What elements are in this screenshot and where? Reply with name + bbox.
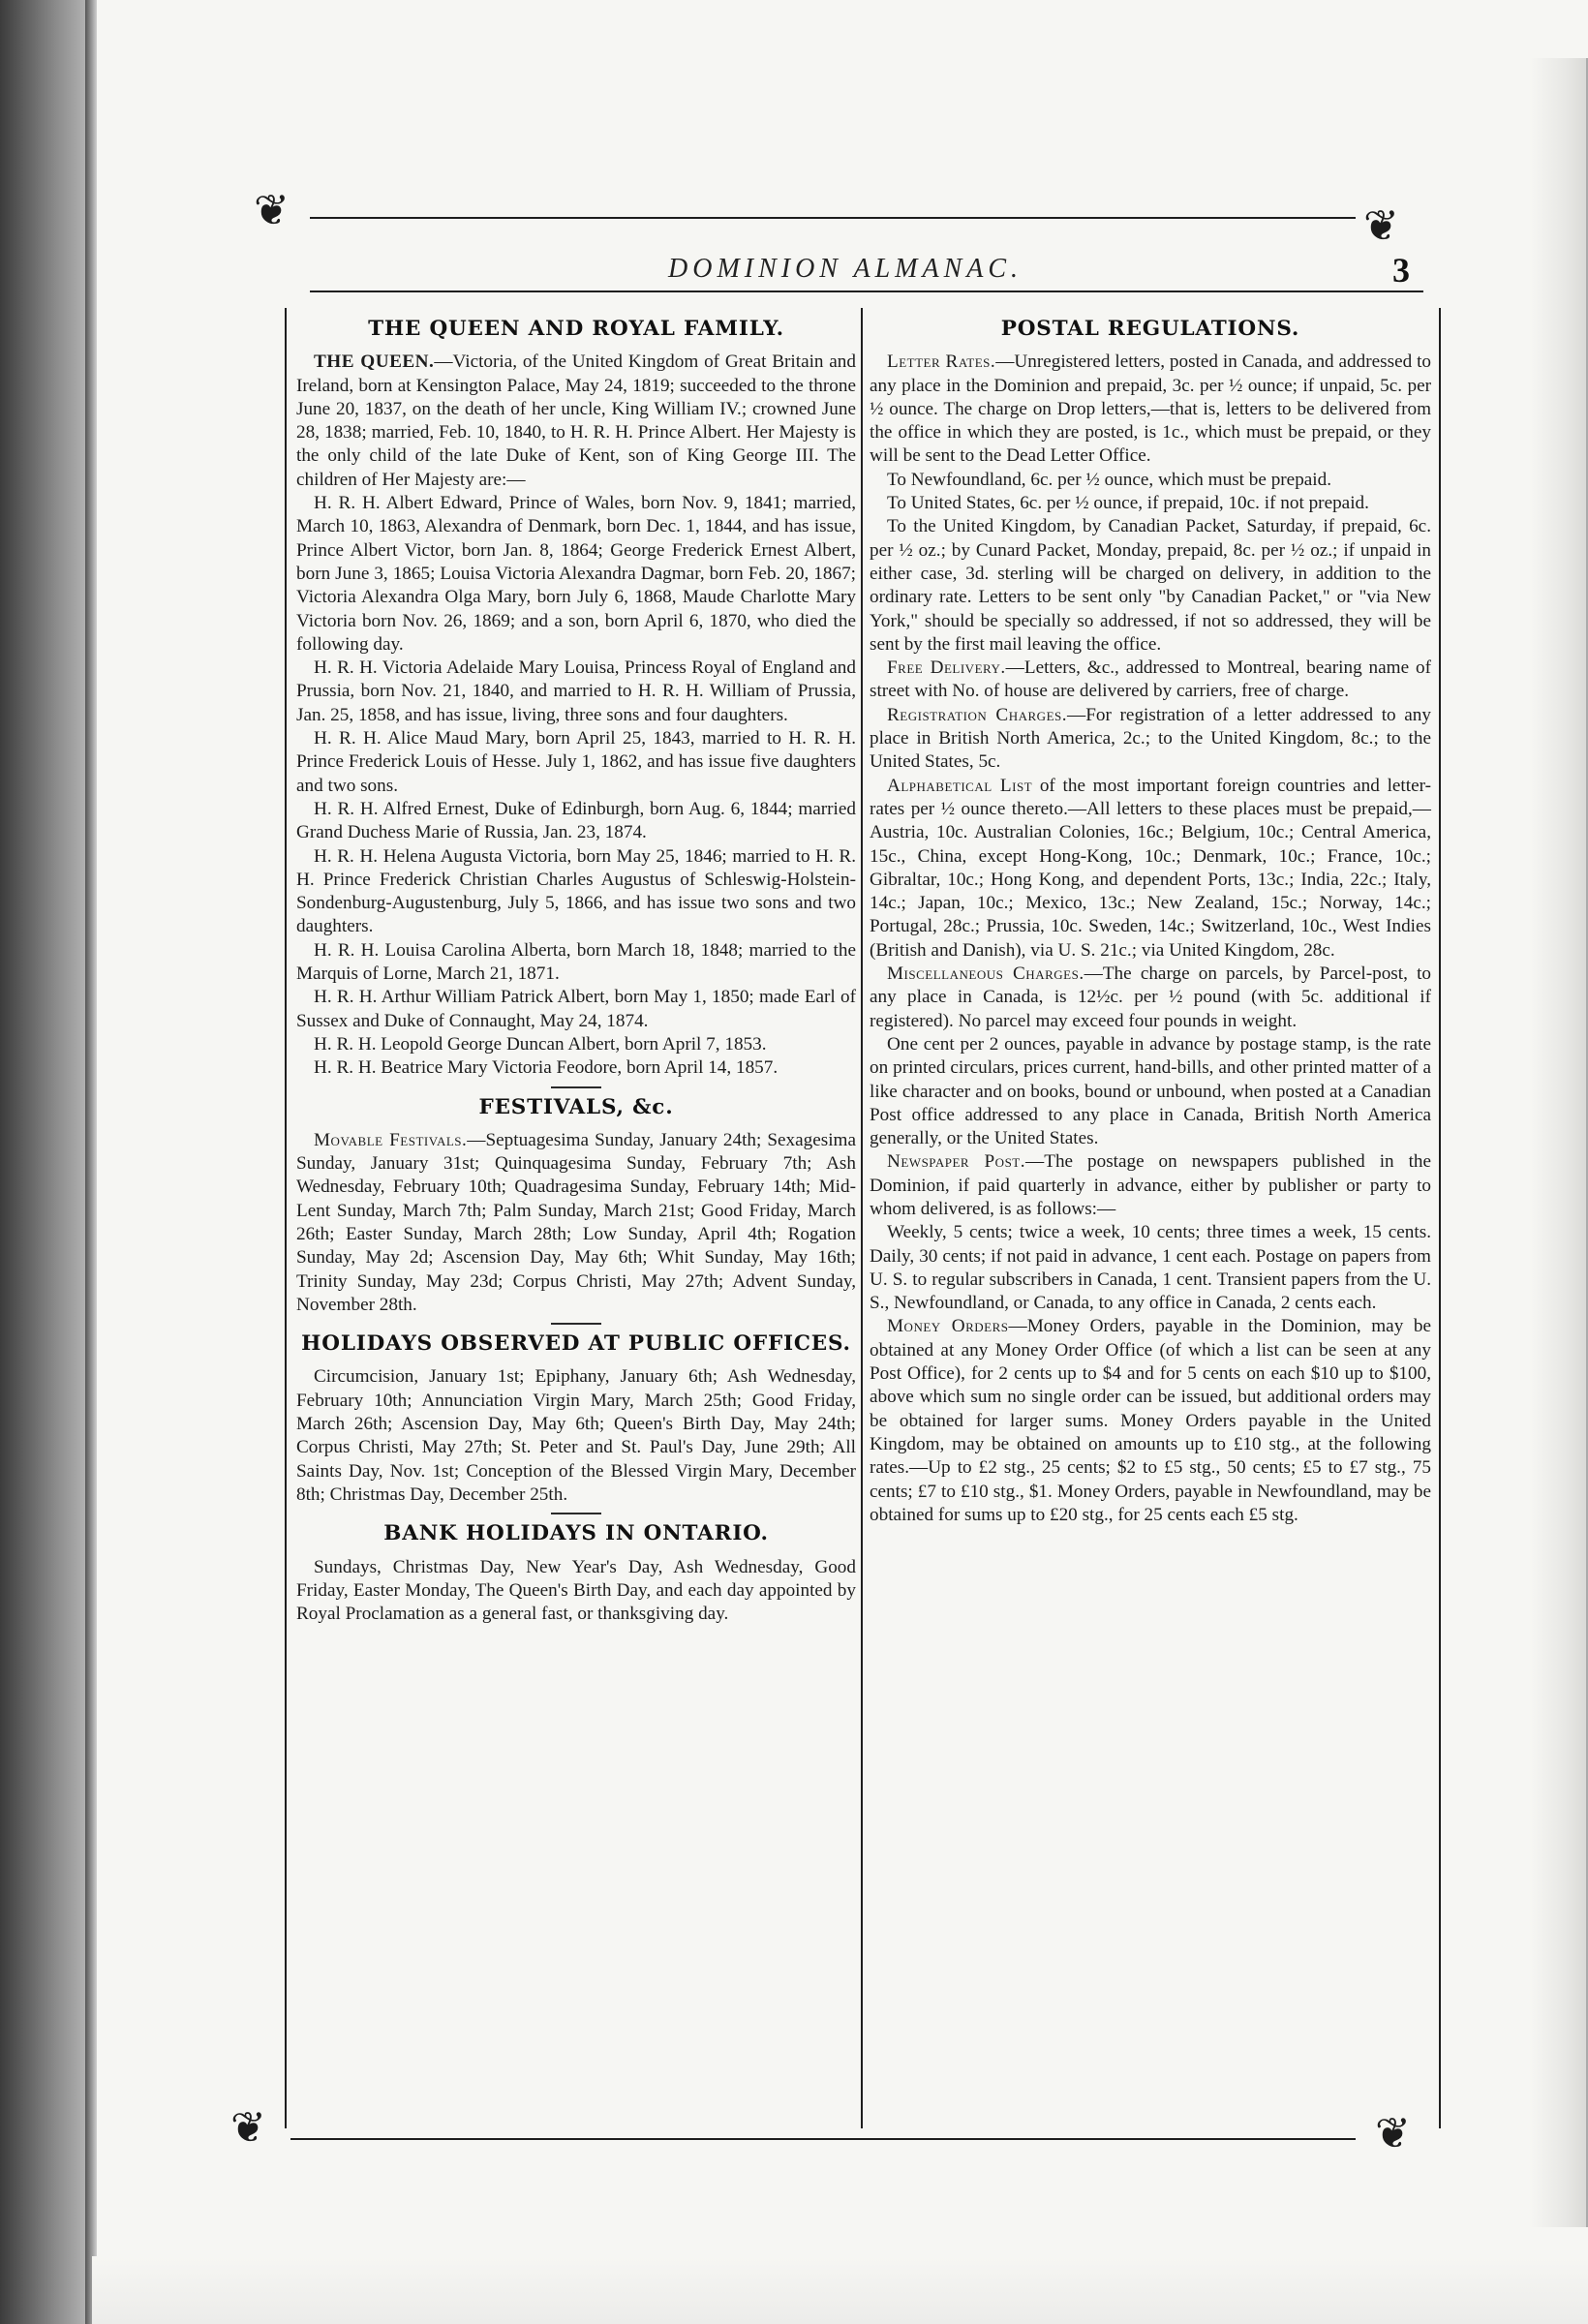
bank-holidays-heading: BANK HOLIDAYS IN ONTARIO. (383, 1521, 769, 1546)
page-edge-shadow (85, 0, 97, 2324)
corner-ornament-bottom-right: ❦ (1375, 2110, 1411, 2157)
section-divider (551, 1323, 601, 1325)
paragraph-lead: Registration Charges. (887, 704, 1068, 725)
paragraph-text: H. R. H. Louisa Carolina Alberta, born March 18, 1848; married to the Marquis of Lorne, March 21, 1871. (296, 939, 856, 985)
paragraph (870, 1033, 1431, 1150)
paragraph-text: Sundays, Christmas Day, New Year's Day, Ash Wednesday, Good Friday, Easter Monday, The Queen's Birth Day, and each day appointed by Royal Proclamation as a general fast, or thanksgiving day. (296, 1556, 856, 1625)
paragraph (296, 657, 856, 727)
paragraph-lead: Movable Festivals. (314, 1129, 468, 1150)
paragraph-text: —Septuagesima Sunday, January 24th; Sexagesima Sunday, January 31st; Quinquagesima Sunday, February 7th; Ash Wednesday, February 10th; Quadragesima Sunday, February 14th; Mid-Lent Sunday, March 7th; Palm Sunday, March 21st; Good Friday, March 26th; Easter Sunday, March 28th; Low Sunday, April 4th; Rogation Sunday, May 2d; Ascension Day, May 6th; Whit Sunday, May 16th; Trinity Sunday, May 23d; Corpus Christi, May 27th; Advent Sunday, November 28th. (296, 1129, 856, 1315)
paragraph-text: —Victoria, of the United Kingdom of Great Britain and Ireland, born at Kensington Palace, May 24, 1819; succeeded to the throne June 20, 1837, on the death of her uncle, King William IV.; crowned June 28, 1838; married, Feb. 10, 1840, to H. R. H. Prince Albert. Her Majesty is the only child of the late Duke of Kent, son of King George III. The children of Her Majesty are:— (296, 352, 856, 490)
header-rule-top (310, 217, 1356, 219)
holidays-body (296, 1365, 856, 1507)
paragraph-text: H. R. H. Helena Augusta Victoria, born May 25, 1846; married to H. R. H. Prince Frederick Christian Charles Augustus of Schleswig-Holstein-Sondenburg-Augustenburg, July 5, 1866, and has issue two sons and two daughters. (296, 845, 856, 937)
queen-heading: THE QUEEN AND ROYAL FAMILY. (368, 317, 784, 341)
paragraph (296, 845, 856, 939)
paragraph-text: H. R. H. Leopold George Duncan Albert, born April 7, 1853. (314, 1033, 767, 1055)
frame-rule-left (285, 308, 287, 2128)
page-curl (1530, 58, 1588, 2227)
postal-body (870, 351, 1431, 1527)
paragraph (296, 986, 856, 1033)
paragraph (296, 492, 856, 657)
paragraph-text: —The charge on parcels, by Parcel-post, to any place in Canada, is 12½c. per ½ pound (with 5c. additional if registered). No parcel may exceed four pounds in weight. (870, 963, 1431, 1031)
paragraph (870, 469, 1431, 492)
paragraph (296, 1129, 856, 1317)
paragraph-text: H. R. H. Alfred Ernest, Duke of Edinburgh, born Aug. 6, 1844; married Grand Duchess Marie of Russia, Jan. 23, 1874. (296, 798, 856, 843)
paragraph-text: One cent per 2 ounces, payable in advance by postage stamp, is the rate on printed circulars, prices current, hand-bills, and other printed matter of a like character and on books, bound or unbound, when posted at a Canadian Post office addressed to any place in Canada, British North America generally, or the United States. (870, 1033, 1431, 1149)
paragraph (870, 657, 1431, 704)
section-divider (551, 1513, 601, 1514)
paragraph (870, 1150, 1431, 1221)
column-divider (861, 308, 863, 2128)
paragraph (296, 727, 856, 798)
paragraph-text: Weekly, 5 cents; twice a week, 10 cents; three times a week, 15 cents. Daily, 30 cents; if not paid in advance, 1 cent each. Postage on papers from U. S. to regular subscribers in Canada, 1 cent. Transient papers from the U. S., Newfoundland, or Canada, to any office in Canada, 2 cents each. (870, 1222, 1431, 1314)
paragraph-text: H. R. H. Beatrice Mary Victoria Feodore, born April 14, 1857. (314, 1057, 779, 1079)
paragraph (870, 1221, 1431, 1315)
paragraph (296, 798, 856, 845)
paragraph-lead: Newspaper Post. (887, 1151, 1026, 1173)
bank-holidays-body (296, 1556, 856, 1627)
paragraph-text: H. R. H. Albert Edward, Prince of Wales, born Nov. 9, 1841; married, March 10, 1863, Alexandra of Denmark, born Dec. 1, 1844, and has issue, Prince Albert Victor, born Jan. 8, 1864; George Frederick Ernest Albert, born June 3, 1865; Louisa Victoria Alexandra Dagmar, born Feb. 20, 1867; Victoria Alexandra Olga Mary, born July 6, 1868, Maude Charlotte Mary Victoria born Nov. 26, 1869; and a son, born April 6, 1870, who died the following day. (296, 493, 856, 655)
paragraph (296, 1056, 856, 1080)
paragraph (870, 351, 1431, 468)
paragraph-text: of the most important foreign countries and letter-rates per ½ ounce thereto.—All letters to these places must be prepaid,—Austria, 10c. Australian Colonies, 16c.; Belgium, 10c.; Central America, 15c., China, except Hong-Kong, 10c.; Denmark, 10c.; France, 10c.; Gibraltar, 10c.; Hong Kong, and dependent Ports, 13c.; India, 22c.; Italy, 14c.; Japan, 10c.; Mexico, 13c.; New Zealand, 15c.; Norway, 14c.; Portugal, 28c.; Prussia, 10c. Sweden, 14c.; Switzerland, 10c., West Indies (British and Danish), via U. S. 21c.; via United Kingdom, 28c. (870, 775, 1432, 961)
festivals-heading: FESTIVALS, &c. (478, 1094, 674, 1119)
paragraph-text: —The postage on newspapers published in the Dominion, if paid quarterly in advance, either by publisher or party to whom delivered, is as follows:— (870, 1151, 1432, 1219)
scan-background (0, 0, 92, 2324)
paragraph (870, 775, 1431, 963)
paragraph-lead: Alphabetical List (887, 775, 1033, 796)
paragraph (870, 1315, 1431, 1527)
paragraph (870, 515, 1431, 657)
paragraph-text: Circumcision, January 1st; Epiphany, January 6th; Ash Wednesday, February 10th; Annunciation Virgin Mary, March 25th; Good Friday, March 26th; Ascension Day, May 6th; Queen's Birth Day, May 24th; Corpus Christi, May 27th; St. Peter and St. Paul's Day, June 29th; All Saints Day, Nov. 1st; Conception of the Blessed Virgin Mary, December 8th; Christmas Day, December 25th. (296, 1366, 856, 1505)
postal-heading: POSTAL REGULATIONS. (1000, 317, 1300, 341)
paragraph (296, 1365, 856, 1507)
paragraph (870, 492, 1431, 515)
paragraph (870, 704, 1431, 775)
paragraph-text: To Newfoundland, 6c. per ½ ounce, which must be prepaid. (887, 469, 1332, 490)
running-title: DOMINION ALMANAC. (668, 254, 1023, 284)
paragraph (296, 1556, 856, 1627)
paragraph (870, 963, 1431, 1033)
footer-rule (290, 2138, 1356, 2140)
right-column (870, 318, 1431, 1527)
paragraph-lead: Miscellaneous Charges. (887, 963, 1084, 985)
paragraph-text: H. R. H. Arthur William Patrick Albert, born May 1, 1850; made Earl of Sussex and Duke of Connaught, May 24, 1874. (296, 987, 856, 1031)
paragraph-text: To United States, 6c. per ½ ounce, if prepaid, 10c. if not prepaid. (887, 493, 1369, 514)
paragraph-text: H. R. H. Victoria Adelaide Mary Louisa, Princess Royal of England and Prussia, born Nov. 21, 1840, and married to H. R. H. William of Prussia, Jan. 25, 1858, and has issue, living, three sons and four daughters. (296, 657, 856, 725)
paragraph-text: To the United Kingdom, by Canadian Packet, Saturday, if prepaid, 6c. per ½ oz.; by Cunard Packet, Monday, prepaid, 8c. per ½ oz.; if unpaid in either case, 3d. sterling will be charged on delivery, in addition to the ordinary rate. Letters to be sent only "by Canadian Packet," or "via New York," should be specially so addressed, if not so addressed, they will be sent by the first mail leaving the office. (870, 516, 1431, 655)
paragraph (296, 1033, 856, 1056)
left-column (296, 318, 856, 1626)
paragraph (296, 939, 856, 987)
corner-ornament-top-left: ❦ (254, 187, 290, 234)
holidays-heading: HOLIDAYS OBSERVED AT PUBLIC OFFICES. (301, 1331, 851, 1357)
paragraph-lead: THE QUEEN. (314, 352, 435, 373)
paragraph-text: H. R. H. Alice Maud Mary, born April 25, 1843, married to H. R. H. Prince Frederick Louis of Hesse. July 1, 1862, and has issue five daughters and two sons. (296, 728, 856, 796)
corner-ornament-top-right: ❦ (1363, 202, 1399, 250)
paragraph-text: —For registration of a letter addressed to any place in British North America, 2c.; to the United Kingdom, 8c.; to the United States, 5c. (870, 704, 1431, 773)
paragraph (296, 351, 856, 492)
paragraph-lead: Letter Rates. (887, 352, 996, 373)
festivals-body (296, 1129, 856, 1317)
paragraph-text: —Money Orders, payable in the Dominion, may be obtained at any Money Order Office (of which a list can be seen at any Post Office), for 2 cents up to $4 and for 5 cents on each $10 up to $100, above which sum no single order can be issued, but additional orders may be obtained for larger sums. Money Orders payable in the United Kingdom, may be obtained on amounts up to £10 stg., at the following rates.—Up to £2 stg., 25 cents; $2 to £5 stg., 50 cents; £5 to £7 stg., 75 cents; £7 to £10 stg., $1. Money Orders, payable in Newfoundland, may be obtained for sums up to £20 stg., for 25 cents each £5 stg. (870, 1316, 1431, 1525)
section-divider (551, 1086, 601, 1088)
paragraph-lead: Money Orders (887, 1316, 1009, 1337)
paragraph-text: —Letters, &c., addressed to Montreal, bearing name of street with No. of house are delivered by carriers, free of charge. (870, 657, 1431, 702)
page-bottom (92, 2256, 1588, 2324)
queen-body (296, 351, 856, 1080)
paragraph-lead: Free Delivery. (887, 657, 1006, 679)
header-rule-bottom (310, 290, 1423, 292)
corner-ornament-bottom-left: ❦ (230, 2104, 266, 2152)
page-number: 3 (1392, 251, 1410, 290)
paragraph-text: —Unregistered letters, posted in Canada, and addressed to any place in the Dominion and prepaid, 3c. per ½ ounce; if unpaid, 5c. per ½ ounce. The charge on Drop letters,—that is, letters to be delivered from the office in which they are posted, is 1c., which must be prepaid, or they will be sent to the Dead Letter Office. (870, 352, 1431, 467)
frame-rule-right (1439, 308, 1441, 2128)
